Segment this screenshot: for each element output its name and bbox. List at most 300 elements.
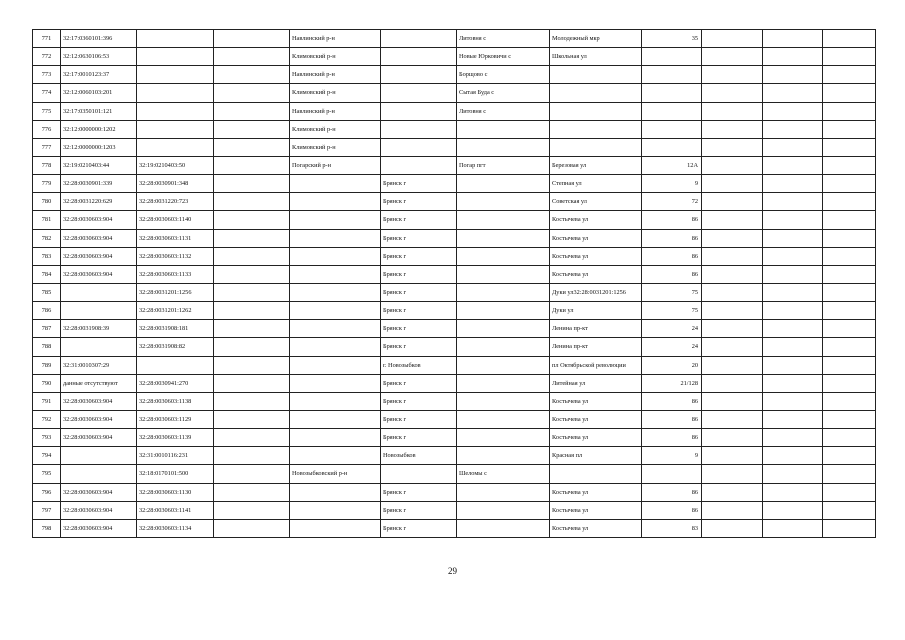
- table-row: [33, 429, 876, 447]
- empty-cell: [823, 483, 876, 501]
- house-number-cell: 83: [642, 519, 702, 537]
- house-number-cell: 75: [642, 283, 702, 301]
- table-row: [33, 247, 876, 265]
- cadastral-number-cell: 32:28:0031908:39: [61, 320, 137, 338]
- empty-cell: [823, 410, 876, 428]
- city-cell: [381, 120, 457, 138]
- row-number-cell: 795: [33, 465, 61, 483]
- street-cell: [550, 84, 642, 102]
- row-number-cell: 778: [33, 156, 61, 174]
- empty-cell: [702, 229, 763, 247]
- table-row: [33, 30, 876, 48]
- settlement-cell: [457, 175, 550, 193]
- street-cell: Костычева ул: [550, 265, 642, 283]
- house-number-cell: 86: [642, 247, 702, 265]
- empty-cell: [214, 265, 290, 283]
- property-table: [32, 29, 876, 538]
- cadastral-number-cell: 32:12:0000000:1202: [61, 120, 137, 138]
- cadastral-number-2-cell: [137, 138, 214, 156]
- empty-cell: [214, 102, 290, 120]
- table-row: [33, 175, 876, 193]
- row-number-cell: 784: [33, 265, 61, 283]
- district-cell: [290, 374, 381, 392]
- empty-cell: [214, 465, 290, 483]
- house-number-cell: 21/128: [642, 374, 702, 392]
- empty-cell: [702, 320, 763, 338]
- empty-cell: [763, 48, 823, 66]
- settlement-cell: Погар пгт: [457, 156, 550, 174]
- row-number-cell: 776: [33, 120, 61, 138]
- cadastral-number-2-cell: [137, 84, 214, 102]
- cadastral-number-2-cell: 32:28:0030603:1129: [137, 410, 214, 428]
- house-number-cell: [642, 465, 702, 483]
- city-cell: Брянск г: [381, 374, 457, 392]
- settlement-cell: [457, 229, 550, 247]
- row-number-cell: 775: [33, 102, 61, 120]
- city-cell: Брянск г: [381, 175, 457, 193]
- city-cell: [381, 48, 457, 66]
- table-row: [33, 211, 876, 229]
- house-number-cell: 86: [642, 392, 702, 410]
- row-number-cell: 783: [33, 247, 61, 265]
- empty-cell: [214, 374, 290, 392]
- cadastral-number-2-cell: 32:28:0030603:1132: [137, 247, 214, 265]
- district-cell: [290, 501, 381, 519]
- settlement-cell: [457, 447, 550, 465]
- cadastral-number-cell: 32:28:0030603:904: [61, 429, 137, 447]
- cadastral-number-2-cell: [137, 102, 214, 120]
- empty-cell: [763, 193, 823, 211]
- district-cell: Погарский р-н: [290, 156, 381, 174]
- city-cell: Брянск г: [381, 410, 457, 428]
- city-cell: Брянск г: [381, 320, 457, 338]
- cadastral-number-cell: 32:17:0350101:121: [61, 102, 137, 120]
- house-number-cell: 86: [642, 501, 702, 519]
- street-cell: Костычева ул: [550, 247, 642, 265]
- city-cell: [381, 84, 457, 102]
- settlement-cell: Шеломы с: [457, 465, 550, 483]
- cadastral-number-cell: [61, 465, 137, 483]
- district-cell: [290, 229, 381, 247]
- empty-cell: [763, 320, 823, 338]
- cadastral-number-2-cell: 32:28:0030603:1130: [137, 483, 214, 501]
- cadastral-number-cell: [61, 283, 137, 301]
- house-number-cell: 86: [642, 483, 702, 501]
- row-number-cell: 792: [33, 410, 61, 428]
- table-row: [33, 120, 876, 138]
- empty-cell: [823, 66, 876, 84]
- house-number-cell: [642, 138, 702, 156]
- empty-cell: [214, 229, 290, 247]
- district-cell: [290, 283, 381, 301]
- city-cell: Новозыбков: [381, 447, 457, 465]
- city-cell: Брянск г: [381, 265, 457, 283]
- cadastral-number-2-cell: 32:28:0031220:723: [137, 193, 214, 211]
- cadastral-number-2-cell: 32:28:0030603:1140: [137, 211, 214, 229]
- street-cell: [550, 138, 642, 156]
- table-row: [33, 338, 876, 356]
- street-cell: Советская ул: [550, 193, 642, 211]
- empty-cell: [702, 120, 763, 138]
- street-cell: Костычева ул: [550, 211, 642, 229]
- table-row: [33, 66, 876, 84]
- empty-cell: [763, 30, 823, 48]
- table-row: [33, 320, 876, 338]
- settlement-cell: [457, 483, 550, 501]
- empty-cell: [823, 320, 876, 338]
- empty-cell: [823, 283, 876, 301]
- cadastral-number-2-cell: 32:28:0030603:1134: [137, 519, 214, 537]
- house-number-cell: 9: [642, 175, 702, 193]
- house-number-cell: [642, 120, 702, 138]
- row-number-cell: 796: [33, 483, 61, 501]
- empty-cell: [823, 193, 876, 211]
- empty-cell: [702, 283, 763, 301]
- cadastral-number-2-cell: 32:28:0030603:1138: [137, 392, 214, 410]
- district-cell: [290, 356, 381, 374]
- empty-cell: [702, 302, 763, 320]
- empty-cell: [702, 519, 763, 537]
- table-row: [33, 265, 876, 283]
- row-number-cell: 788: [33, 338, 61, 356]
- table-row: [33, 392, 876, 410]
- empty-cell: [214, 247, 290, 265]
- empty-cell: [763, 465, 823, 483]
- district-cell: [290, 338, 381, 356]
- empty-cell: [214, 320, 290, 338]
- row-number-cell: 797: [33, 501, 61, 519]
- table-row: [33, 465, 876, 483]
- table-row: [33, 356, 876, 374]
- empty-cell: [823, 175, 876, 193]
- empty-cell: [823, 501, 876, 519]
- empty-cell: [763, 211, 823, 229]
- empty-cell: [214, 211, 290, 229]
- cadastral-number-cell: 32:17:0010123:37: [61, 66, 137, 84]
- empty-cell: [763, 156, 823, 174]
- empty-cell: [763, 374, 823, 392]
- settlement-cell: [457, 392, 550, 410]
- house-number-cell: [642, 66, 702, 84]
- empty-cell: [702, 66, 763, 84]
- street-cell: [550, 465, 642, 483]
- street-cell: Красная пл: [550, 447, 642, 465]
- city-cell: Брянск г: [381, 283, 457, 301]
- cadastral-number-cell: 32:28:0030603:904: [61, 229, 137, 247]
- row-number-cell: 780: [33, 193, 61, 211]
- empty-cell: [763, 84, 823, 102]
- cadastral-number-cell: 32:12:0060103:201: [61, 84, 137, 102]
- empty-cell: [702, 483, 763, 501]
- settlement-cell: [457, 374, 550, 392]
- street-cell: Дуки ул32:28:0031201:1256: [550, 283, 642, 301]
- settlement-cell: Новые Юрковичи с: [457, 48, 550, 66]
- empty-cell: [702, 429, 763, 447]
- empty-cell: [763, 501, 823, 519]
- district-cell: [290, 247, 381, 265]
- empty-cell: [763, 265, 823, 283]
- empty-cell: [214, 356, 290, 374]
- empty-cell: [214, 483, 290, 501]
- empty-cell: [763, 447, 823, 465]
- table-row: [33, 138, 876, 156]
- street-cell: Костычева ул: [550, 392, 642, 410]
- city-cell: Брянск г: [381, 302, 457, 320]
- table-row: [33, 501, 876, 519]
- empty-cell: [702, 102, 763, 120]
- empty-cell: [214, 302, 290, 320]
- empty-cell: [214, 283, 290, 301]
- empty-cell: [823, 30, 876, 48]
- street-cell: Дуки ул: [550, 302, 642, 320]
- house-number-cell: [642, 84, 702, 102]
- row-number-cell: 786: [33, 302, 61, 320]
- table-row: [33, 447, 876, 465]
- settlement-cell: [457, 120, 550, 138]
- cadastral-number-2-cell: 32:28:0031908:181: [137, 320, 214, 338]
- house-number-cell: 35: [642, 30, 702, 48]
- cadastral-number-2-cell: 32:28:0030901:348: [137, 175, 214, 193]
- house-number-cell: 86: [642, 410, 702, 428]
- house-number-cell: 86: [642, 265, 702, 283]
- empty-cell: [702, 501, 763, 519]
- table-row: [33, 410, 876, 428]
- district-cell: Климовский р-н: [290, 84, 381, 102]
- house-number-cell: 20: [642, 356, 702, 374]
- cadastral-number-cell: [61, 302, 137, 320]
- empty-cell: [823, 48, 876, 66]
- cadastral-number-cell: 32:28:0030603:904: [61, 392, 137, 410]
- empty-cell: [702, 84, 763, 102]
- empty-cell: [763, 138, 823, 156]
- cadastral-number-cell: 32:28:0030603:904: [61, 211, 137, 229]
- street-cell: Литейная ул: [550, 374, 642, 392]
- street-cell: Костычева ул: [550, 229, 642, 247]
- street-cell: Костычева ул: [550, 410, 642, 428]
- settlement-cell: [457, 410, 550, 428]
- table-row: [33, 519, 876, 537]
- empty-cell: [763, 410, 823, 428]
- empty-cell: [763, 429, 823, 447]
- cadastral-number-2-cell: 32:28:0030603:1141: [137, 501, 214, 519]
- street-cell: Березовая ул: [550, 156, 642, 174]
- empty-cell: [214, 193, 290, 211]
- settlement-cell: [457, 283, 550, 301]
- city-cell: Брянск г: [381, 247, 457, 265]
- row-number-cell: 798: [33, 519, 61, 537]
- settlement-cell: Сытая Буда с: [457, 84, 550, 102]
- empty-cell: [214, 519, 290, 537]
- house-number-cell: 12А: [642, 156, 702, 174]
- city-cell: Брянск г: [381, 483, 457, 501]
- cadastral-number-2-cell: 32:28:0030603:1131: [137, 229, 214, 247]
- row-number-cell: 790: [33, 374, 61, 392]
- settlement-cell: Литовня с: [457, 30, 550, 48]
- city-cell: г. Новозыбков: [381, 356, 457, 374]
- empty-cell: [214, 84, 290, 102]
- empty-cell: [823, 519, 876, 537]
- empty-cell: [823, 247, 876, 265]
- city-cell: Брянск г: [381, 501, 457, 519]
- settlement-cell: [457, 247, 550, 265]
- city-cell: Брянск г: [381, 229, 457, 247]
- row-number-cell: 773: [33, 66, 61, 84]
- empty-cell: [763, 338, 823, 356]
- district-cell: [290, 392, 381, 410]
- table-row: [33, 193, 876, 211]
- empty-cell: [702, 465, 763, 483]
- district-cell: [290, 175, 381, 193]
- row-number-cell: 782: [33, 229, 61, 247]
- empty-cell: [214, 138, 290, 156]
- empty-cell: [823, 265, 876, 283]
- row-number-cell: 793: [33, 429, 61, 447]
- city-cell: [381, 66, 457, 84]
- row-number-cell: 791: [33, 392, 61, 410]
- settlement-cell: [457, 265, 550, 283]
- empty-cell: [823, 211, 876, 229]
- district-cell: [290, 483, 381, 501]
- street-cell: [550, 66, 642, 84]
- cadastral-number-2-cell: 32:19:0210403:50: [137, 156, 214, 174]
- empty-cell: [763, 392, 823, 410]
- empty-cell: [702, 447, 763, 465]
- house-number-cell: 86: [642, 211, 702, 229]
- cadastral-number-2-cell: [137, 30, 214, 48]
- city-cell: Брянск г: [381, 429, 457, 447]
- empty-cell: [702, 265, 763, 283]
- house-number-cell: [642, 48, 702, 66]
- cadastral-number-cell: 32:12:0630106:53: [61, 48, 137, 66]
- street-cell: пл Октябрьской революции: [550, 356, 642, 374]
- empty-cell: [823, 156, 876, 174]
- empty-cell: [823, 229, 876, 247]
- city-cell: Брянск г: [381, 338, 457, 356]
- table-row: [33, 302, 876, 320]
- cadastral-number-cell: 32:28:0030603:904: [61, 265, 137, 283]
- table-row: [33, 374, 876, 392]
- empty-cell: [823, 102, 876, 120]
- empty-cell: [214, 392, 290, 410]
- district-cell: [290, 265, 381, 283]
- settlement-cell: [457, 338, 550, 356]
- row-number-cell: 785: [33, 283, 61, 301]
- district-cell: [290, 320, 381, 338]
- cadastral-number-cell: 32:31:0010307:29: [61, 356, 137, 374]
- district-cell: Климовский р-н: [290, 120, 381, 138]
- row-number-cell: 781: [33, 211, 61, 229]
- empty-cell: [214, 429, 290, 447]
- empty-cell: [823, 447, 876, 465]
- cadastral-number-2-cell: 32:28:0030941:270: [137, 374, 214, 392]
- house-number-cell: 72: [642, 193, 702, 211]
- cadastral-number-2-cell: 32:28:0031201:1256: [137, 283, 214, 301]
- house-number-cell: 75: [642, 302, 702, 320]
- cadastral-number-2-cell: 32:31:0010116:231: [137, 447, 214, 465]
- empty-cell: [702, 30, 763, 48]
- table-row: [33, 156, 876, 174]
- empty-cell: [823, 429, 876, 447]
- empty-cell: [214, 66, 290, 84]
- empty-cell: [702, 356, 763, 374]
- street-cell: [550, 102, 642, 120]
- empty-cell: [823, 84, 876, 102]
- settlement-cell: [457, 193, 550, 211]
- row-number-cell: 787: [33, 320, 61, 338]
- empty-cell: [823, 392, 876, 410]
- settlement-cell: [457, 302, 550, 320]
- settlement-cell: [457, 429, 550, 447]
- empty-cell: [763, 519, 823, 537]
- district-cell: Навлинский р-н: [290, 102, 381, 120]
- cadastral-number-cell: 32:12:0000000:1203: [61, 138, 137, 156]
- street-cell: Костычева ул: [550, 501, 642, 519]
- empty-cell: [763, 302, 823, 320]
- street-cell: Молодежный мкр: [550, 30, 642, 48]
- house-number-cell: 86: [642, 429, 702, 447]
- empty-cell: [702, 138, 763, 156]
- page-number: 29: [448, 566, 457, 576]
- empty-cell: [823, 302, 876, 320]
- row-number-cell: 777: [33, 138, 61, 156]
- street-cell: Костычева ул: [550, 483, 642, 501]
- table-row: [33, 48, 876, 66]
- row-number-cell: 794: [33, 447, 61, 465]
- cadastral-number-2-cell: 32:28:0030603:1133: [137, 265, 214, 283]
- empty-cell: [763, 483, 823, 501]
- empty-cell: [763, 247, 823, 265]
- cadastral-number-2-cell: 32:28:0030603:1139: [137, 429, 214, 447]
- settlement-cell: [457, 501, 550, 519]
- settlement-cell: [457, 320, 550, 338]
- city-cell: Брянск г: [381, 519, 457, 537]
- empty-cell: [702, 247, 763, 265]
- table-row: [33, 102, 876, 120]
- row-number-cell: 789: [33, 356, 61, 374]
- settlement-cell: [457, 211, 550, 229]
- district-cell: Климовский р-н: [290, 138, 381, 156]
- row-number-cell: 771: [33, 30, 61, 48]
- empty-cell: [702, 410, 763, 428]
- table-body: [33, 30, 876, 538]
- cadastral-number-cell: [61, 338, 137, 356]
- empty-cell: [702, 175, 763, 193]
- street-cell: [550, 120, 642, 138]
- district-cell: [290, 410, 381, 428]
- row-number-cell: 774: [33, 84, 61, 102]
- street-cell: Костычева ул: [550, 429, 642, 447]
- empty-cell: [214, 48, 290, 66]
- cadastral-number-cell: 32:28:0030603:904: [61, 483, 137, 501]
- empty-cell: [214, 338, 290, 356]
- empty-cell: [214, 120, 290, 138]
- empty-cell: [214, 410, 290, 428]
- city-cell: [381, 156, 457, 174]
- row-number-cell: 772: [33, 48, 61, 66]
- city-cell: Брянск г: [381, 392, 457, 410]
- house-number-cell: 24: [642, 338, 702, 356]
- empty-cell: [823, 338, 876, 356]
- empty-cell: [214, 30, 290, 48]
- street-cell: Ленина пр-кт: [550, 338, 642, 356]
- empty-cell: [214, 175, 290, 193]
- district-cell: Новозыбковский р-н: [290, 465, 381, 483]
- empty-cell: [702, 374, 763, 392]
- house-number-cell: 86: [642, 229, 702, 247]
- empty-cell: [823, 374, 876, 392]
- city-cell: [381, 30, 457, 48]
- street-cell: Степная ул: [550, 175, 642, 193]
